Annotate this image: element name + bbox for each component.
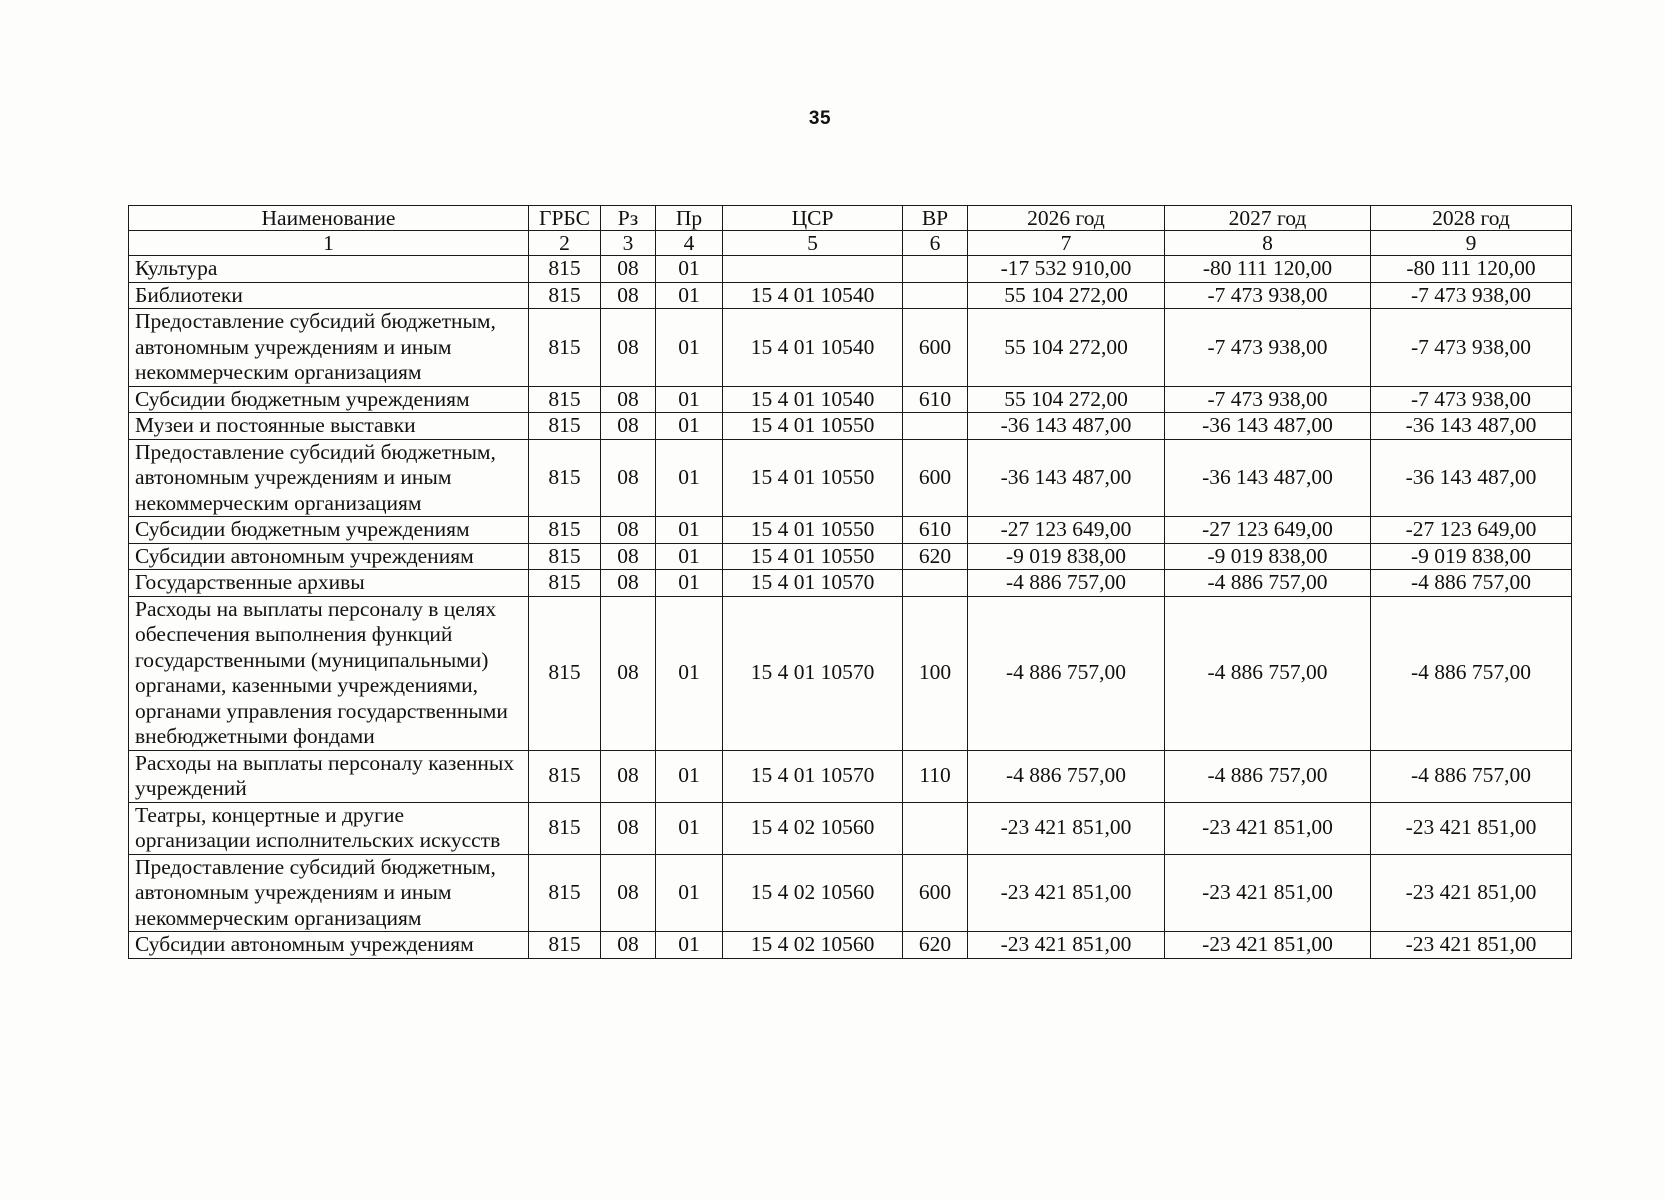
table-row bbox=[129, 256, 1572, 283]
cell-rz: 08 bbox=[601, 439, 656, 517]
cell-rz: 08 bbox=[601, 596, 656, 750]
cell-rz: 08 bbox=[601, 309, 656, 387]
cell-csr: 15 4 01 10550 bbox=[723, 543, 903, 570]
table-row bbox=[129, 570, 1572, 597]
cell-csr: 15 4 02 10560 bbox=[723, 802, 903, 854]
cell-2026: -9 019 838,00 bbox=[968, 543, 1165, 570]
cell-vr bbox=[903, 282, 968, 309]
cell-csr bbox=[723, 256, 903, 283]
cell-2026: -23 421 851,00 bbox=[968, 854, 1165, 932]
header-cell-grbs: ГРБС bbox=[529, 206, 601, 231]
cell-grbs: 815 bbox=[529, 413, 601, 440]
cell-2027: -23 421 851,00 bbox=[1165, 802, 1371, 854]
cell-2028: -23 421 851,00 bbox=[1371, 802, 1572, 854]
cell-vr bbox=[903, 802, 968, 854]
table-row bbox=[129, 309, 1572, 387]
cell-2027: -7 473 938,00 bbox=[1165, 309, 1371, 387]
cell-rz: 08 bbox=[601, 282, 656, 309]
cell-pr: 01 bbox=[656, 386, 723, 413]
cell-2026: -4 886 757,00 bbox=[968, 750, 1165, 802]
cell-2027: -36 143 487,00 bbox=[1165, 413, 1371, 440]
header-cell-2027: 2027 год bbox=[1165, 206, 1371, 231]
budget-table bbox=[128, 205, 1572, 959]
cell-2026: -4 886 757,00 bbox=[968, 570, 1165, 597]
header-cell-name: Наименование bbox=[129, 206, 529, 231]
header-cell-pr: Пр bbox=[656, 206, 723, 231]
cell-grbs: 815 bbox=[529, 309, 601, 387]
cell-2027: -9 019 838,00 bbox=[1165, 543, 1371, 570]
column-number-cell: 5 bbox=[723, 231, 903, 256]
column-number-cell: 1 bbox=[129, 231, 529, 256]
cell-grbs: 815 bbox=[529, 932, 601, 959]
cell-2027: -36 143 487,00 bbox=[1165, 439, 1371, 517]
column-number-row bbox=[129, 231, 1572, 256]
cell-pr: 01 bbox=[656, 570, 723, 597]
cell-2028: -7 473 938,00 bbox=[1371, 282, 1572, 309]
cell-name: Расходы на выплаты персоналу казенных учреждений bbox=[129, 750, 529, 802]
cell-csr: 15 4 01 10550 bbox=[723, 413, 903, 440]
column-number-cell: 6 bbox=[903, 231, 968, 256]
cell-2026: -23 421 851,00 bbox=[968, 802, 1165, 854]
cell-grbs: 815 bbox=[529, 854, 601, 932]
cell-2028: -7 473 938,00 bbox=[1371, 386, 1572, 413]
cell-grbs: 815 bbox=[529, 386, 601, 413]
cell-2028: -36 143 487,00 bbox=[1371, 413, 1572, 440]
cell-2028: -9 019 838,00 bbox=[1371, 543, 1572, 570]
header-cell-vr: ВР bbox=[903, 206, 968, 231]
column-number-cell: 2 bbox=[529, 231, 601, 256]
cell-csr: 15 4 01 10540 bbox=[723, 386, 903, 413]
cell-grbs: 815 bbox=[529, 517, 601, 544]
header-cell-2026: 2026 год bbox=[968, 206, 1165, 231]
cell-rz: 08 bbox=[601, 854, 656, 932]
table-row bbox=[129, 802, 1572, 854]
cell-csr: 15 4 01 10550 bbox=[723, 439, 903, 517]
cell-2026: -36 143 487,00 bbox=[968, 439, 1165, 517]
cell-grbs: 815 bbox=[529, 750, 601, 802]
cell-vr: 110 bbox=[903, 750, 968, 802]
cell-2027: -23 421 851,00 bbox=[1165, 854, 1371, 932]
cell-rz: 08 bbox=[601, 543, 656, 570]
cell-2026: -27 123 649,00 bbox=[968, 517, 1165, 544]
cell-pr: 01 bbox=[656, 932, 723, 959]
cell-vr: 610 bbox=[903, 386, 968, 413]
cell-csr: 15 4 01 10570 bbox=[723, 750, 903, 802]
cell-vr: 100 bbox=[903, 596, 968, 750]
cell-2028: -7 473 938,00 bbox=[1371, 309, 1572, 387]
cell-rz: 08 bbox=[601, 570, 656, 597]
cell-vr: 610 bbox=[903, 517, 968, 544]
cell-grbs: 815 bbox=[529, 282, 601, 309]
column-number-cell: 9 bbox=[1371, 231, 1572, 256]
cell-grbs: 815 bbox=[529, 570, 601, 597]
cell-name: Предоставление субсидий бюджетным, автономным учреждениям и иным некоммерческим организациям bbox=[129, 309, 529, 387]
cell-grbs: 815 bbox=[529, 596, 601, 750]
cell-rz: 08 bbox=[601, 256, 656, 283]
cell-rz: 08 bbox=[601, 932, 656, 959]
cell-csr: 15 4 01 10570 bbox=[723, 596, 903, 750]
cell-csr: 15 4 01 10570 bbox=[723, 570, 903, 597]
cell-grbs: 815 bbox=[529, 543, 601, 570]
cell-vr bbox=[903, 256, 968, 283]
header-row bbox=[129, 206, 1572, 231]
cell-pr: 01 bbox=[656, 413, 723, 440]
cell-2026: 55 104 272,00 bbox=[968, 282, 1165, 309]
cell-rz: 08 bbox=[601, 517, 656, 544]
page-number: 35 bbox=[808, 108, 832, 129]
cell-vr bbox=[903, 570, 968, 597]
cell-name: Субсидии бюджетным учреждениям bbox=[129, 386, 529, 413]
cell-vr bbox=[903, 413, 968, 440]
header-cell-rz: Рз bbox=[601, 206, 656, 231]
table-row bbox=[129, 596, 1572, 750]
cell-name: Государственные архивы bbox=[129, 570, 529, 597]
cell-csr: 15 4 01 10550 bbox=[723, 517, 903, 544]
cell-2028: -23 421 851,00 bbox=[1371, 854, 1572, 932]
cell-rz: 08 bbox=[601, 750, 656, 802]
cell-rz: 08 bbox=[601, 802, 656, 854]
cell-pr: 01 bbox=[656, 854, 723, 932]
table-row bbox=[129, 750, 1572, 802]
cell-2028: -27 123 649,00 bbox=[1371, 517, 1572, 544]
cell-2028: -4 886 757,00 bbox=[1371, 570, 1572, 597]
cell-vr: 620 bbox=[903, 932, 968, 959]
cell-pr: 01 bbox=[656, 596, 723, 750]
cell-2028: -36 143 487,00 bbox=[1371, 439, 1572, 517]
cell-2027: -7 473 938,00 bbox=[1165, 386, 1371, 413]
cell-2027: -4 886 757,00 bbox=[1165, 596, 1371, 750]
table-row bbox=[129, 282, 1572, 309]
cell-name: Культура bbox=[129, 256, 529, 283]
cell-vr: 620 bbox=[903, 543, 968, 570]
table-row bbox=[129, 439, 1572, 517]
cell-csr: 15 4 02 10560 bbox=[723, 932, 903, 959]
column-number-cell: 4 bbox=[656, 231, 723, 256]
cell-grbs: 815 bbox=[529, 256, 601, 283]
cell-2028: -4 886 757,00 bbox=[1371, 750, 1572, 802]
cell-pr: 01 bbox=[656, 543, 723, 570]
column-number-cell: 3 bbox=[601, 231, 656, 256]
header-cell-2028: 2028 год bbox=[1371, 206, 1572, 231]
header-cell-csr: ЦСР bbox=[723, 206, 903, 231]
cell-pr: 01 bbox=[656, 282, 723, 309]
table-row bbox=[129, 413, 1572, 440]
cell-2027: -4 886 757,00 bbox=[1165, 570, 1371, 597]
cell-2026: -36 143 487,00 bbox=[968, 413, 1165, 440]
cell-vr: 600 bbox=[903, 309, 968, 387]
cell-vr: 600 bbox=[903, 439, 968, 517]
cell-2027: -4 886 757,00 bbox=[1165, 750, 1371, 802]
cell-2028: -23 421 851,00 bbox=[1371, 932, 1572, 959]
cell-csr: 15 4 02 10560 bbox=[723, 854, 903, 932]
column-number-cell: 7 bbox=[968, 231, 1165, 256]
cell-2026: 55 104 272,00 bbox=[968, 386, 1165, 413]
cell-2026: -23 421 851,00 bbox=[968, 932, 1165, 959]
cell-name: Предоставление субсидий бюджетным, автономным учреждениям и иным некоммерческим организациям bbox=[129, 439, 529, 517]
cell-grbs: 815 bbox=[529, 439, 601, 517]
cell-2028: -80 111 120,00 bbox=[1371, 256, 1572, 283]
cell-pr: 01 bbox=[656, 750, 723, 802]
cell-vr: 600 bbox=[903, 854, 968, 932]
cell-2027: -80 111 120,00 bbox=[1165, 256, 1371, 283]
cell-name: Музеи и постоянные выставки bbox=[129, 413, 529, 440]
cell-name: Расходы на выплаты персоналу в целях обеспечения выполнения функций государственными (муниципальными) органами, казенными учреждениями, органами управления государственными внебюджетными фондами bbox=[129, 596, 529, 750]
cell-csr: 15 4 01 10540 bbox=[723, 309, 903, 387]
column-number-cell: 8 bbox=[1165, 231, 1371, 256]
cell-pr: 01 bbox=[656, 309, 723, 387]
cell-name: Субсидии автономным учреждениям bbox=[129, 932, 529, 959]
cell-pr: 01 bbox=[656, 256, 723, 283]
cell-rz: 08 bbox=[601, 413, 656, 440]
table-row bbox=[129, 543, 1572, 570]
cell-2027: -23 421 851,00 bbox=[1165, 932, 1371, 959]
cell-2027: -27 123 649,00 bbox=[1165, 517, 1371, 544]
table-row bbox=[129, 517, 1572, 544]
cell-pr: 01 bbox=[656, 517, 723, 544]
cell-name: Библиотеки bbox=[129, 282, 529, 309]
cell-2028: -4 886 757,00 bbox=[1371, 596, 1572, 750]
cell-2026: -17 532 910,00 bbox=[968, 256, 1165, 283]
cell-rz: 08 bbox=[601, 386, 656, 413]
cell-2026: 55 104 272,00 bbox=[968, 309, 1165, 387]
cell-name: Субсидии автономным учреждениям bbox=[129, 543, 529, 570]
table-row bbox=[129, 932, 1572, 959]
cell-grbs: 815 bbox=[529, 802, 601, 854]
cell-pr: 01 bbox=[656, 439, 723, 517]
cell-name: Театры, концертные и другие организации исполнительских искусств bbox=[129, 802, 529, 854]
cell-name: Субсидии бюджетным учреждениям bbox=[129, 517, 529, 544]
table-row bbox=[129, 386, 1572, 413]
cell-pr: 01 bbox=[656, 802, 723, 854]
cell-2026: -4 886 757,00 bbox=[968, 596, 1165, 750]
table-row bbox=[129, 854, 1572, 932]
cell-2027: -7 473 938,00 bbox=[1165, 282, 1371, 309]
cell-name: Предоставление субсидий бюджетным, автономным учреждениям и иным некоммерческим организациям bbox=[129, 854, 529, 932]
cell-csr: 15 4 01 10540 bbox=[723, 282, 903, 309]
